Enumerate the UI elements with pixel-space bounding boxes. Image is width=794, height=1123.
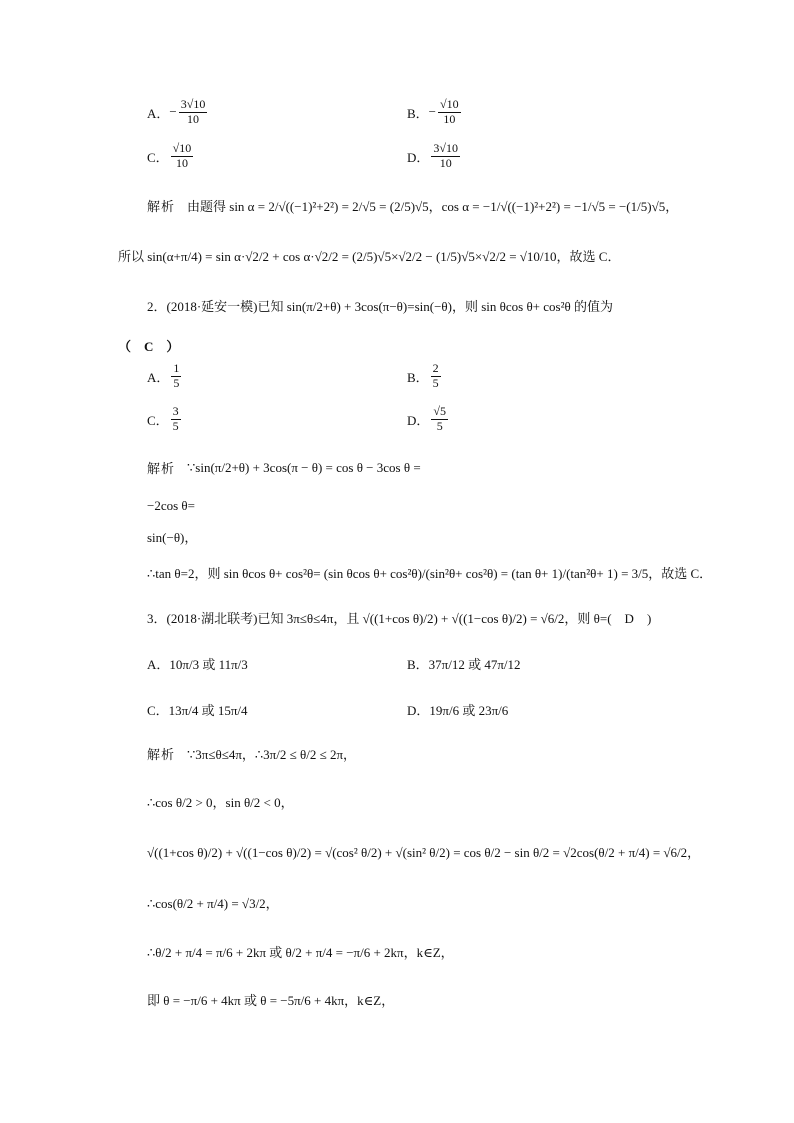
option-label: A．	[147, 105, 170, 121]
solution-text: 由题得 sin α = 2/√((−1)²+2²) = 2/√5 = (2/5)√5，cos α = −1/√((−1)²+2²) = −1/√5 = −(1/5)√5，	[187, 199, 679, 214]
q2-stem	[147, 296, 613, 315]
solution-tag: 解析	[147, 747, 176, 762]
q3-option-c	[147, 700, 248, 719]
q3-solution-line-4	[147, 893, 279, 912]
option-label: A．	[147, 657, 170, 672]
option-label: D．	[407, 703, 430, 718]
solution-text: ∴θ/2 + π/4 = π/6 + 2kπ 或 θ/2 + π/4 = −π/6 + 2kπ，k∈Z，	[147, 945, 454, 960]
q2-solution-line-2	[147, 498, 195, 514]
option-label: D．	[407, 149, 430, 165]
q3-solution-line-1	[147, 744, 356, 763]
fraction: $\frac{√10}{10}$	[440, 97, 459, 126]
fraction: $\frac{√10}{10}$	[172, 141, 192, 170]
option-text: 37π/12 或 47π/12	[428, 657, 521, 672]
q2-option-b	[407, 362, 443, 391]
solution-text: ∴cos θ/2 > 0，sin θ/2 < 0，	[147, 795, 294, 810]
q3-option-b	[407, 654, 521, 673]
q1-option-c	[147, 142, 195, 171]
solution-text: √((1+cos θ)/2) + √((1−cos θ)/2) = √(cos² θ/2) + √(sin² θ/2) = cos θ/2 − sin θ/2 = √2cos(θ/2 + π/4) = √6/2，	[147, 845, 701, 860]
minus-sign: −	[428, 104, 437, 120]
option-label: B．	[407, 105, 429, 121]
option-label: B．	[407, 657, 429, 672]
option-label: C．	[147, 703, 169, 718]
fraction: $\frac{3√10}{10}$	[433, 141, 458, 170]
solution-text: 即 θ = −π/6 + 4kπ 或 θ = −5π/6 + 4kπ，k∈Z，	[147, 993, 395, 1008]
fraction: $\frac{3}{5}$	[172, 404, 179, 433]
solution-tag: 解析	[147, 461, 176, 476]
answer-bracket: （ C ）	[118, 339, 180, 354]
q2-solution-line-3	[147, 527, 197, 546]
q1-option-b	[407, 98, 463, 127]
fraction: $\frac{√5}{5}$	[433, 404, 446, 433]
q3-solution-line-3	[147, 842, 700, 861]
q3-solution-line-6	[147, 990, 394, 1009]
option-label: D．	[407, 412, 430, 428]
solution-text: −2cos θ=	[147, 498, 195, 513]
q3-stem	[147, 608, 651, 627]
solution-tag: 解析	[147, 199, 176, 214]
option-label: B．	[407, 369, 429, 385]
q1-solution-line-1	[147, 196, 678, 215]
q3-solution-line-5	[147, 942, 454, 961]
fraction: $\frac{3√10}{10}$	[180, 97, 206, 126]
fraction: $\frac{1}{5}$	[173, 361, 180, 390]
q3-solution-line-2	[147, 792, 294, 811]
option-text: 19π/6 或 23π/6	[429, 703, 509, 718]
q2-answer	[118, 336, 179, 355]
solution-text: sin(−θ)，	[147, 530, 198, 545]
q2-option-c	[147, 405, 183, 434]
question-text: 3．(2018·湖北联考)已知 3π≤θ≤4π，且 √((1+cos θ)/2) + √((1−cos θ)/2) = √6/2，则 θ=( D )	[147, 611, 652, 626]
solution-text: ∵3π≤θ≤4π，∴3π/2 ≤ θ/2 ≤ 2π，	[187, 747, 357, 762]
q1-solution-line-2	[118, 246, 620, 265]
question-text: 2．(2018·延安一模)已知 sin(π/2+θ) + 3cos(π−θ)=sin(−θ)，则 sin θcos θ+ cos²θ 的值为	[147, 299, 613, 314]
fraction: $\frac{2}{5}$	[432, 361, 439, 390]
option-text: 10π/3 或 11π/3	[169, 657, 248, 672]
solution-text: 所以 sin(α+π/4) = sin α·√2/2 + cos α·√2/2 = (2/5)√5×√2/2 − (1/5)√5×√2/2 = √10/10，故选 C．	[118, 249, 621, 264]
q3-option-d	[407, 700, 508, 719]
solution-text: ∴tan θ=2，则 sin θcos θ+ cos²θ= (sin θcos θ+ cos²θ)/(sin²θ+ cos²θ) = (tan θ+ 1)/(tan²θ+ 1) = 3/5，故选 C．	[147, 566, 713, 581]
solution-text: ∵sin(π/2+θ) + 3cos(π − θ) = cos θ − 3cos θ =	[187, 459, 421, 475]
minus-sign: −	[169, 104, 177, 120]
q2-solution-line-4	[147, 563, 712, 582]
option-label: C．	[147, 412, 169, 428]
solution-text: ∴cos(θ/2 + π/4) = √3/2，	[147, 896, 279, 911]
option-text: 13π/4 或 15π/4	[168, 703, 248, 718]
option-label: C．	[147, 149, 169, 165]
q3-option-a	[147, 654, 248, 673]
q2-option-a	[147, 362, 183, 391]
q1-option-d	[407, 142, 462, 171]
q2-solution-line-1	[147, 458, 421, 477]
option-label: A．	[147, 369, 170, 385]
q1-option-a	[147, 98, 209, 127]
q2-option-d	[407, 405, 450, 434]
